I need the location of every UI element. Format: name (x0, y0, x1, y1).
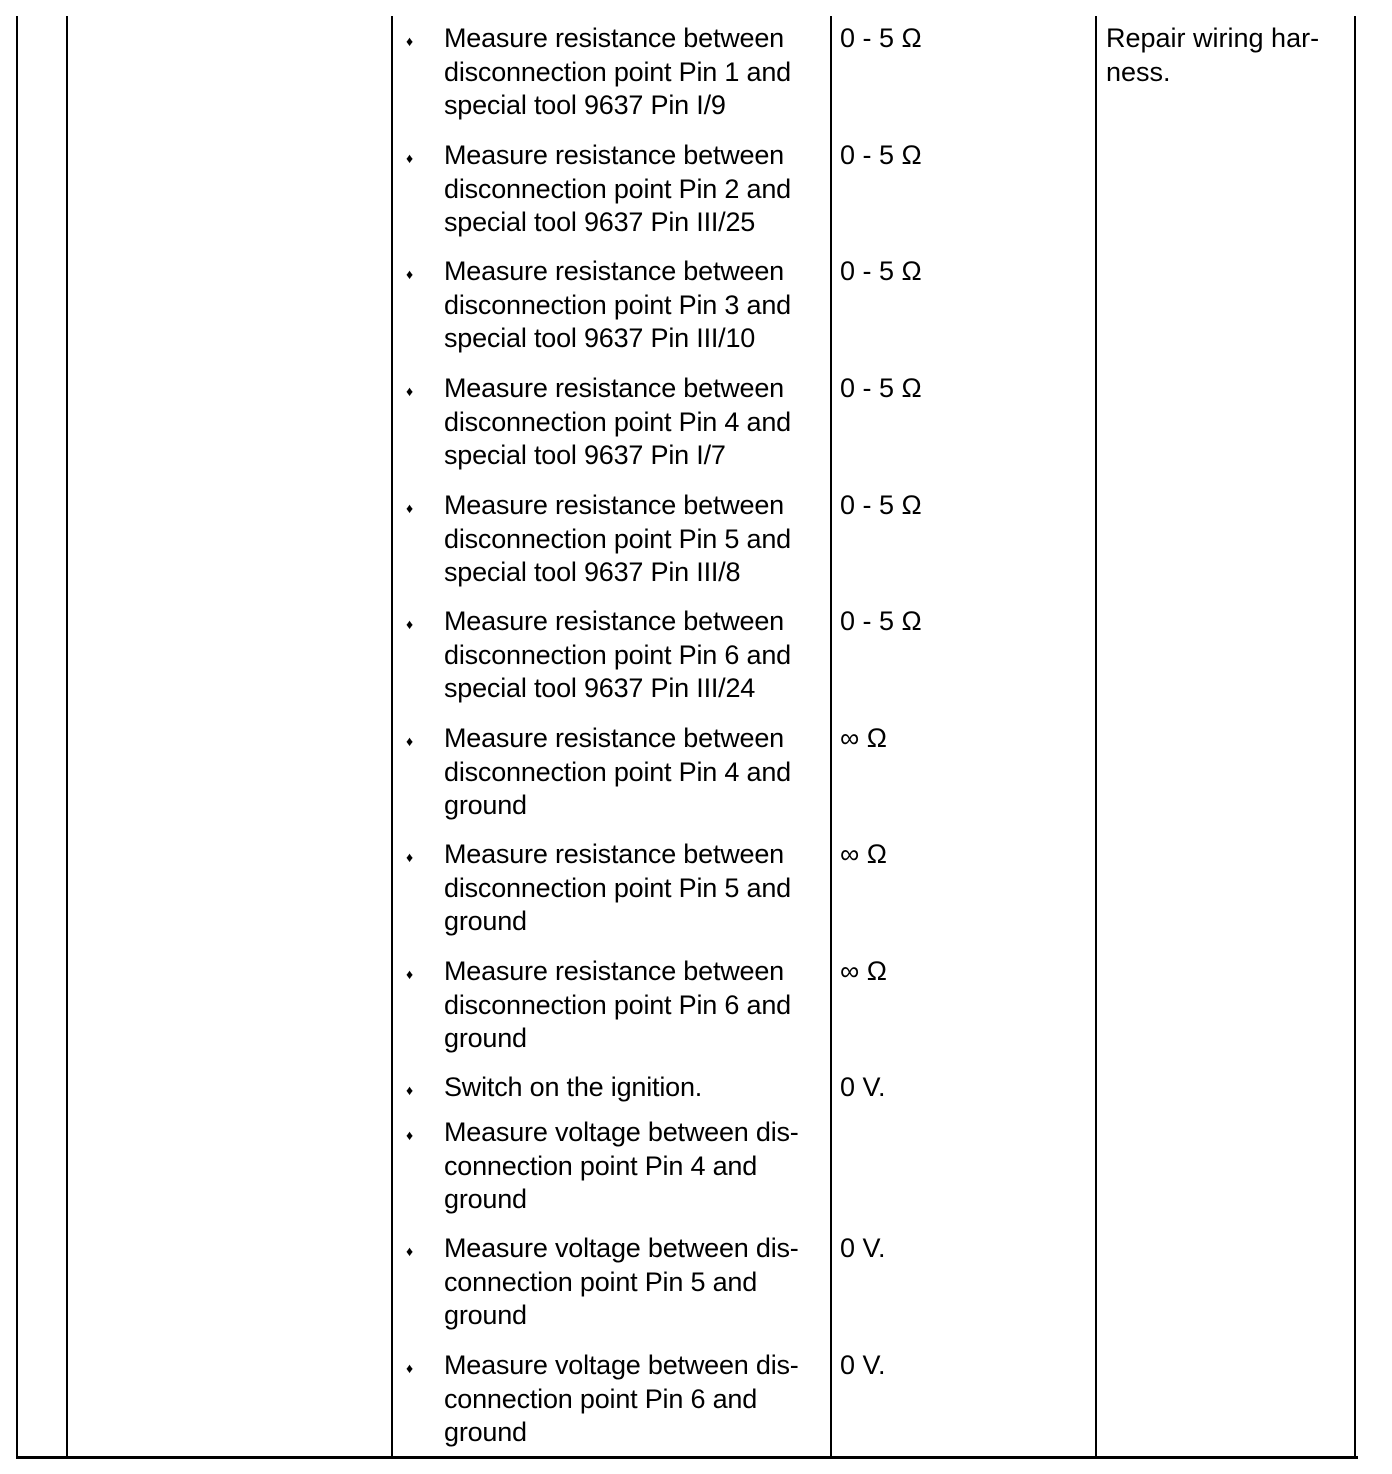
table-border-left (16, 16, 18, 1459)
table-border-bottom (16, 1456, 1358, 1459)
test-step (394, 489, 922, 605)
test-step (394, 722, 887, 838)
diamond-bullet-icon: ♦ (406, 500, 414, 516)
diamond-bullet-icon: ♦ (406, 733, 414, 749)
expected-value: ∞ Ω (840, 839, 887, 869)
expected-value: 0 - 5 Ω (840, 490, 922, 520)
expected-value: 0 V. (840, 1233, 886, 1263)
expected-value: 0 - 5 Ω (840, 256, 922, 286)
step-instruction: Measure resistance between disconnection point Pin 3 and special tool 9637 Pin III/10 (444, 256, 791, 353)
step-instruction: Measure resistance between disconnection point Pin 2 and special tool 9637 Pin III/25 (444, 140, 791, 237)
table-border-right (1354, 16, 1356, 1459)
step-instruction: Switch on the ignition. (444, 1072, 703, 1102)
step-instruction: Measure resistance between disconnection point Pin 5 and special tool 9637 Pin III/8 (444, 490, 791, 587)
diamond-bullet-icon: ♦ (406, 1127, 414, 1143)
diamond-bullet-icon: ♦ (406, 1360, 414, 1376)
test-step (394, 955, 887, 1071)
diamond-bullet-icon: ♦ (406, 383, 414, 399)
test-step (394, 605, 922, 722)
test-step (394, 838, 887, 955)
expected-value: 0 - 5 Ω (840, 373, 922, 403)
step-instruction: Measure resistance between disconnection point Pin 4 and ground (444, 723, 791, 820)
expected-value: ∞ Ω (840, 723, 887, 753)
diamond-bullet-icon: ♦ (406, 1082, 414, 1098)
remedy-text: Repair wiring har- ness. (1106, 23, 1320, 87)
expected-value: 0 V. (840, 1350, 886, 1380)
step-instruction: Measure resistance between disconnection point Pin 5 and ground (444, 839, 791, 936)
expected-value: ∞ Ω (840, 956, 887, 986)
diamond-bullet-icon: ♦ (406, 616, 414, 632)
column-divider-2 (391, 16, 393, 1459)
column-divider-1 (66, 16, 68, 1459)
diamond-bullet-icon: ♦ (406, 966, 414, 982)
expected-value: 0 - 5 Ω (840, 606, 922, 636)
expected-value: 0 - 5 Ω (840, 140, 922, 170)
step-instruction: Measure resistance between disconnection point Pin 6 and ground (444, 956, 791, 1053)
diamond-bullet-icon: ♦ (406, 849, 414, 865)
column-divider-4 (1095, 16, 1097, 1459)
test-step (394, 1232, 886, 1349)
diamond-bullet-icon: ♦ (406, 33, 414, 49)
expected-value: 0 V. (840, 1072, 886, 1102)
step-instruction: Measure voltage between dis- connection point Pin 4 and ground (444, 1117, 799, 1214)
diamond-bullet-icon: ♦ (406, 1243, 414, 1259)
test-steps-column (394, 22, 922, 1449)
step-instruction: Measure resistance between disconnection point Pin 4 and special tool 9637 Pin I/7 (444, 373, 791, 470)
step-instruction: Measure resistance between disconnection point Pin 1 and special tool 9637 Pin I/9 (444, 23, 791, 120)
diamond-bullet-icon: ♦ (406, 150, 414, 166)
diamond-bullet-icon: ♦ (406, 266, 414, 282)
test-step (394, 139, 922, 255)
test-step (394, 372, 922, 489)
test-step (394, 1116, 832, 1232)
test-step (394, 255, 922, 372)
step-instruction: Measure voltage between dis- connection point Pin 6 and ground (444, 1350, 799, 1447)
test-step (394, 1071, 886, 1116)
test-step (394, 22, 922, 139)
test-step (394, 1349, 886, 1449)
expected-value: 0 - 5 Ω (840, 23, 922, 53)
step-instruction: Measure resistance between disconnection point Pin 6 and special tool 9637 Pin III/24 (444, 606, 791, 703)
step-instruction: Measure voltage between dis- connection point Pin 5 and ground (444, 1233, 799, 1330)
